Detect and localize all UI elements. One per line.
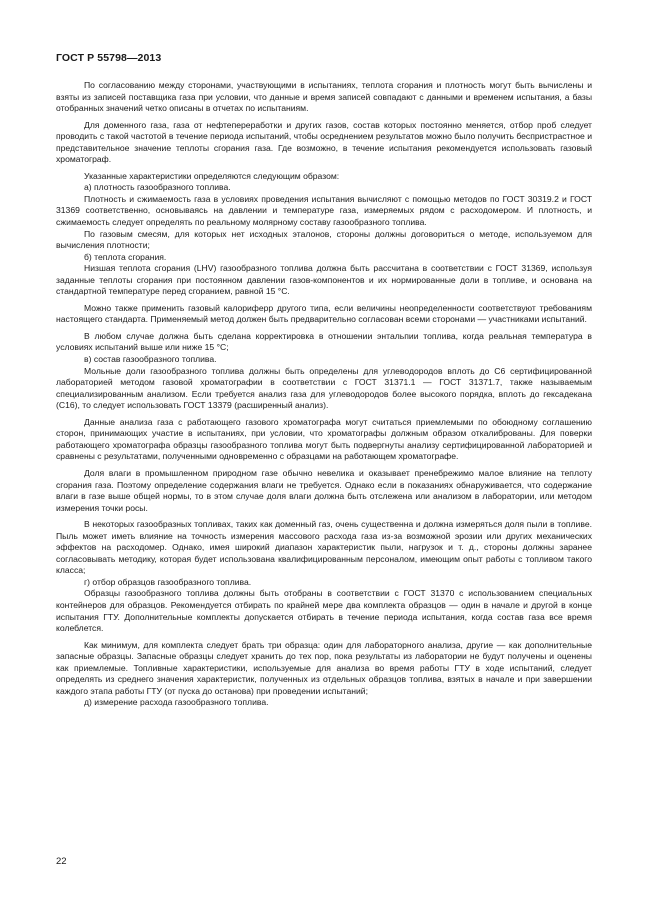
page-number: 22: [56, 856, 67, 867]
paragraph: Указанные характеристики определяются следующим образом:: [84, 170, 340, 181]
document-body: [56, 80, 592, 709]
paragraph: В некоторых газообразных топливах, таких как доменный газ, очень существенна и должна измеряться доля пыли в топливе. Пыль может иметь влияние на точность измерения массового расхода газа из-за возможной эрозии или других механических эффектов на расходомер. Однако, имея широкий диапазон характеристик пыли, нагрузок и т. д., стороны должны заранее согласовывать методику, которая будет использована квалифицированным персоналом, имеющим опыт работы с топливом такого класса;: [56, 519, 592, 576]
paragraph: В любом случае должна быть сделана корректировка в отношении энтальпии топлива, когда реальная температура в условиях испытаний выше или ниже 15 °С;: [56, 330, 592, 353]
paragraph: Можно также применить газовый калориферр другого типа, если величины неопределенности соответствуют требованиям настоящего стандарта. Применяемый метод должен быть предварительно согласован всеми сторонами — участниками испытаний.: [56, 302, 592, 325]
list-item-a: а) плотность газообразного топлива.: [84, 182, 231, 193]
list-item-v: в) состав газообразного топлива.: [84, 354, 217, 365]
paragraph: Плотность и сжимаемость газа в условиях проведения испытания вычисляют с помощью методов по ГОСТ 30319.2 и ГОСТ 31369 соответственно, основываясь на давлении и температуре газа, измеряемых рядом с расходомером. И плотность, и сжимаемость следует определять по реальному молярному составу газообразного топлива.: [56, 193, 592, 228]
list-item-d: д) измерение расхода газообразного топлива.: [84, 697, 269, 708]
paragraph: Доля влаги в промышленном природном газе обычно невелика и оказывает пренебрежимо малое влияние на теплоту сгорания газа. Поэтому определение содержания влаги не требуется. Однако если в показаниях обнаруживается, что содержание влаги в газе выше общей нормы, то в этом случае доля влаги должна быть отслежена или анализом в лаборатории, или методом измерения точки росы.: [56, 467, 592, 513]
paragraph: Данные анализа газа с работающего газового хроматографа могут считаться приемлемыми по обоюдному соглашению сторон, принимающих участие в испытаниях, при условии, что хроматографы должным образом откалиброваны. Для поверки работающего хроматографа образцы газообразного топлива могут быть подвергнуты анализу сертифицированной лабораторией и сравнены с результатами, полученными одновременно с образцами на работающем хроматографе.: [56, 416, 592, 462]
paragraph: Мольные доли газообразного топлива должны быть определены для углеводородов вплоть до С6 сертифицированной лабораторией методом газовой хроматографии в соответствии с ГОСТ 31371.1 — ГОСТ 31371.7, также называемым специализированным анализом. Если требуется анализ газа для углеводородов более высокого порядка, вплоть до гексадекана (С16), то следует использовать ГОСТ 13379 (расширенный анализ).: [56, 365, 592, 411]
list-item-g: г) отбор образцов газообразного топлива.: [84, 576, 252, 587]
standard-header: ГОСТ Р 55798—2013: [56, 52, 162, 64]
paragraph: По согласованию между сторонами, участвующими в испытаниях, теплота сгорания и плотность могут быть вычислены и взяты из записей поставщика газа при условии, что данные и время записей совпадают с данными и временем испытания, а базы отобранных значений четко описаны в отчетах по испытаниям.: [56, 80, 592, 114]
paragraph: Как минимум, для комплекта следует брать три образца: один для лабораторного анализа, другие — как дополнительные запасные образцы. Запасные образцы следует хранить до тех пор, пока результаты из лаборатории не будут получены и оценены как приемлемые. Топливные характеристики, используемые для анализа во время работы ГТУ в ходе испытаний, следует определять из среднего значения характеристик, полученных из отдельных образцов топлива, взятых в начале и при завершении каждого этапа работы ГТУ (от пуска до останова) при проведении испытаний;: [56, 639, 592, 696]
paragraph: Для доменного газа, газа от нефтепереработки и других газов, состав которых постоянно меняется, отбор проб следует проводить с такой частотой в течение периода испытаний, чтобы осреднением результатов можно было получить беспристрастное и представительное значение теплоты сгорания газа. Где возможно, в течение испытания рекомендуется использовать газовый хроматограф.: [56, 119, 592, 165]
paragraph: Низшая теплота сгорания (LHV) газообразного топлива должна быть рассчитана в соответствии с ГОСТ 31369, используя заданные теплоты сгорания при постоянном давлении газов-компонентов и их нормированные доли в топливе, и основана на стандартной температуре перед сгоранием, равной 15 °С.: [56, 263, 592, 297]
list-item-b: б) теплота сгорания.: [84, 251, 167, 262]
paragraph: Образцы газообразного топлива должны быть отобраны в соответствии с ГОСТ 31370 с использованием специальных контейнеров для образцов. Рекомендуется отбирать по крайней мере два комплекта образцов — один в начале и другой в конце испытания ГТУ. Дополнительные комплекты допускается отбирать в течение периода испытания, когда состав газа все время колеблется.: [56, 588, 592, 634]
paragraph: По газовым смесям, для которых нет исходных эталонов, стороны должны договориться о методе, используемом для вычисления плотности;: [56, 228, 592, 251]
